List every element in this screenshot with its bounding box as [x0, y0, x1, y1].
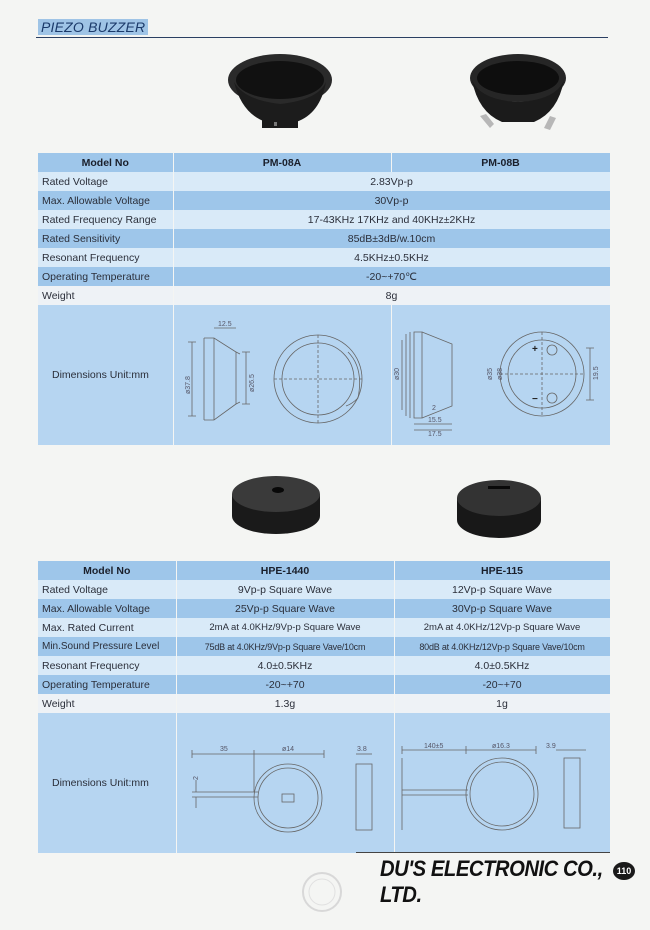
- row-value-a: 2mA at 4.0KHz/9Vp-p Square Wave: [176, 618, 394, 637]
- row-value: 30Vp-p: [173, 191, 610, 210]
- row-label: Weight: [38, 694, 176, 713]
- row-value-a: 4.0±0.5KHz: [176, 656, 394, 675]
- dim-label-lead: 35: [220, 746, 228, 753]
- row-value-b: 30Vp-p Square Wave: [394, 599, 610, 618]
- row-label: Rated Voltage: [38, 580, 176, 599]
- section-title: PIEZO BUZZER: [38, 19, 148, 35]
- table-row: [38, 637, 610, 656]
- dimension-drawing-pm-08a: [180, 312, 380, 440]
- table-row: [38, 580, 610, 599]
- dim-label-thk: 3.8: [357, 746, 367, 753]
- dim-label-w3: 17.5: [428, 431, 442, 436]
- row-label: Max. Allowable Voltage: [38, 191, 173, 210]
- dim-label-d2: ø35: [487, 367, 494, 380]
- row-value-a: -20~+70: [176, 675, 394, 694]
- header-divider: [36, 37, 608, 38]
- table-row: [38, 618, 610, 637]
- dim-label-side: 19.5: [593, 366, 600, 380]
- row-label: Weight: [38, 286, 173, 305]
- page-number: 110: [613, 862, 635, 880]
- row-value-a: 25Vp-p Square Wave: [176, 599, 394, 618]
- dim-label-dia: ø16.3: [492, 743, 510, 750]
- table-row: [38, 210, 610, 229]
- row-label: Operating Temperature: [38, 675, 176, 694]
- row-label: Max. Allowable Voltage: [38, 599, 176, 618]
- row-label: Max. Rated Current: [38, 618, 176, 637]
- dim-label-gap: 2: [193, 776, 200, 780]
- row-value: 17-43KHz 17KHz and 40KHz±2KHz: [173, 210, 610, 229]
- header-model-no: Model No: [38, 153, 173, 172]
- dimensions-label: Dimensions Unit:mm: [38, 713, 176, 853]
- header-model-no: Model No: [38, 561, 176, 580]
- row-value-a: 1.3g: [176, 694, 394, 713]
- table-header-row: [38, 153, 610, 172]
- table-row: [38, 267, 610, 286]
- header-model-a: HPE-1440: [176, 561, 394, 580]
- row-value: -20~+70℃: [173, 267, 610, 286]
- dim-label-thk: 3.9: [546, 743, 556, 750]
- row-label: Operating Temperature: [38, 267, 173, 286]
- row-value: 4.5KHz±0.5KHz: [173, 248, 610, 267]
- dimensions-label: Dimensions Unit:mm: [38, 305, 173, 445]
- table-row: [38, 675, 610, 694]
- dim-label-w1: 2: [432, 405, 436, 412]
- table-row: [38, 599, 610, 618]
- table-row: [38, 694, 610, 713]
- row-value: 85dB±3dB/w.10cm: [173, 229, 610, 248]
- footer-divider: [356, 852, 610, 853]
- product-photo-hpe-1440: [228, 470, 324, 538]
- row-label: Rated Sensitivity: [38, 229, 173, 248]
- header-model-a: PM-08A: [173, 153, 391, 172]
- minus-terminal-label: −: [532, 394, 538, 405]
- plus-terminal-label: +: [532, 344, 538, 355]
- row-label: Resonant Frequency: [38, 248, 173, 267]
- table-row: [38, 229, 610, 248]
- row-value-b: 12Vp-p Square Wave: [394, 580, 610, 599]
- row-value-b: 1g: [394, 694, 610, 713]
- product-photo-pm-08b: [464, 50, 572, 138]
- row-value-b: 2mA at 4.0KHz/12Vp-p Square Wave: [394, 618, 610, 637]
- company-seal-logo: [300, 870, 344, 914]
- table-row: [38, 656, 610, 675]
- row-label: Min.Sound Pressure Level: [38, 637, 176, 656]
- header-model-b: HPE-115: [394, 561, 610, 580]
- product-photo-pm-08a: [222, 50, 338, 134]
- header-model-b: PM-08B: [391, 153, 610, 172]
- row-value: 8g: [173, 286, 610, 305]
- dimension-drawing-hpe-115: [396, 740, 606, 840]
- row-label: Rated Frequency Range: [38, 210, 173, 229]
- table-row: [38, 286, 610, 305]
- dim-label-top: 12.5: [218, 321, 232, 328]
- table-row: [38, 248, 610, 267]
- row-label: Rated Voltage: [38, 172, 173, 191]
- product-photo-hpe-115: [452, 474, 546, 542]
- dimension-drawing-pm-08b: [392, 318, 604, 436]
- row-value-b: 80dB at 4.0KHz/12Vp-p Square Vave/10cm: [394, 637, 610, 656]
- dimension-drawing-hpe-1440: [184, 740, 384, 840]
- row-value: 2.83Vp-p: [173, 172, 610, 191]
- row-value-a: 9Vp-p Square Wave: [176, 580, 394, 599]
- table-header-row: [38, 561, 610, 580]
- row-value-a: 75dB at 4.0KHz/9Vp-p Square Vave/10cm: [176, 637, 394, 656]
- row-value-b: -20~+70: [394, 675, 610, 694]
- dim-label-inner: ø26.5: [249, 374, 256, 392]
- dim-label-w2: 15.5: [428, 417, 442, 424]
- dim-label-outer: ø37.8: [185, 376, 192, 394]
- company-name: DU'S ELECTRONIC CO., LTD.: [380, 856, 603, 907]
- row-value-b: 4.0±0.5KHz: [394, 656, 610, 675]
- dim-label-lead: 140±5: [424, 743, 444, 750]
- dim-label-dia: ø14: [282, 746, 295, 753]
- table-row: [38, 191, 610, 210]
- dim-label-d3: ø38: [497, 367, 504, 380]
- dim-label-d1: ø30: [394, 367, 401, 380]
- row-label: Resonant Frequency: [38, 656, 176, 675]
- table-row: [38, 172, 610, 191]
